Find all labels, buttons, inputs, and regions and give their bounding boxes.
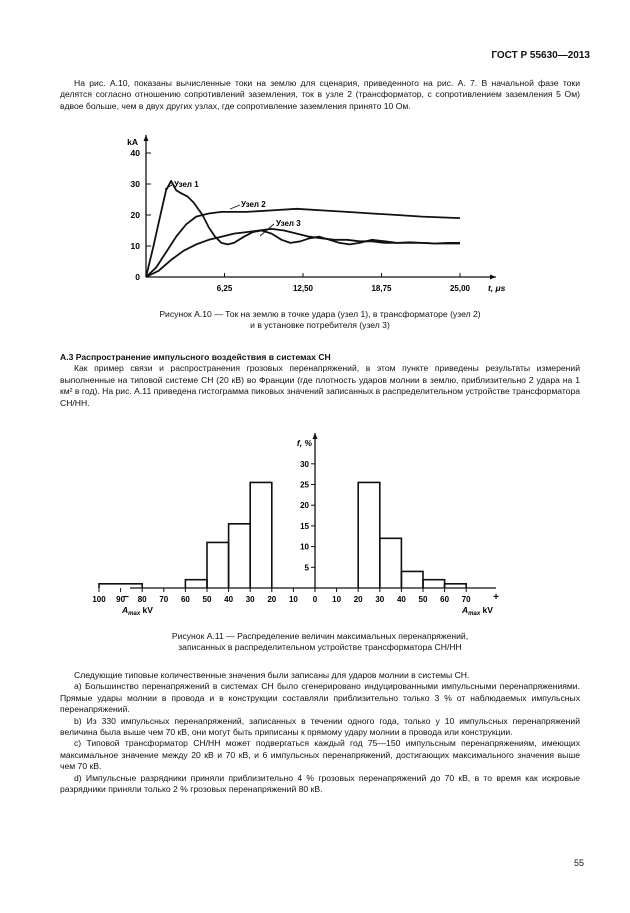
y-tick-label: 10 <box>300 542 309 552</box>
document-id: ГОСТ Р 55630—2013 <box>491 50 590 61</box>
x-axis-left-unit: kV <box>140 605 153 615</box>
x-tick-label: 12,50 <box>292 284 314 293</box>
x-axis-unit: t, μs <box>488 283 506 293</box>
closing-item-c: c) Типовой трансформатор СН/НН может подвергаться каждый год 75—150 импульсным перенапряжениям, имеющих максимальное значение между 20 кВ и 70 кВ, и 6 импульсных перенапряжений, достигающих максимального значения выше чем 70 кВ. <box>60 738 580 772</box>
x-tick-label: 18,75 <box>371 284 392 293</box>
figure-a10-chart <box>110 125 520 305</box>
plus-sign: + <box>493 592 499 603</box>
section-a3 <box>60 352 580 409</box>
x-tick-label: 20 <box>267 595 277 604</box>
x-tick-label: 30 <box>375 595 385 604</box>
y-tick-label: 15 <box>300 521 309 531</box>
positive-bar-1 <box>358 482 380 588</box>
series-line-3 <box>146 229 460 277</box>
x-tick-label: 6,25 <box>216 284 233 293</box>
x-tick-label: 100 <box>92 595 106 604</box>
y-tick-label: 0 <box>135 272 140 282</box>
x-tick-label: 30 <box>245 595 255 604</box>
x-tick-label: 0 <box>312 595 318 604</box>
intro-paragraph <box>60 78 580 112</box>
y-tick-label: 20 <box>130 210 140 220</box>
y-tick-label: 30 <box>130 179 140 189</box>
figure-a11-caption-line2: записанных в распределительном устройстве трансформатора СН/НН <box>178 642 462 652</box>
y-tick-label: 25 <box>300 480 309 490</box>
x-tick-label: 10 <box>332 595 342 604</box>
x-tick-label: 50 <box>202 595 212 604</box>
x-axis-left-sub: max <box>128 611 141 617</box>
closing-section <box>60 670 580 795</box>
positive-bar-4 <box>423 580 445 588</box>
series-line-1 <box>146 181 460 277</box>
x-axis-right-label <box>461 605 493 617</box>
x-axis-right-sub: max <box>468 611 481 617</box>
x-axis-left-main: A <box>122 605 129 615</box>
y-tick-label: 30 <box>300 459 309 469</box>
figure-a10-caption-line2: и в установке потребителя (узел 3) <box>250 320 390 330</box>
x-tick-label: 70 <box>159 595 169 604</box>
x-tick-label: 40 <box>224 595 234 604</box>
closing-item-a: а) Большинство перенапряжений в системах СН было сгенерировано индуцированными импульсными перенапряжениями. Прямые удары молнии в провода и в конструкции составляли приблизительно только 3 % от наблюдаемых импульсных перенапряжений. <box>60 681 580 715</box>
x-tick-label: 60 <box>440 595 450 604</box>
y-tick-label: 10 <box>130 241 140 251</box>
figure-a11-caption <box>100 631 540 653</box>
closing-item-b: b) Из 330 импульсных перенапряжений, записанных в течении одного года, только у 10 импульсных перенапряжений величина была выше чем 70 кВ, они могут быть приписаны к прямому удару молнии в провода или конструкции. <box>60 715 580 738</box>
closing-item-d: d) Импульсные разрядники приняли приблизительно 4 % грозовых перенапряжений до 70 кВ, в то время как искровые разрядники приняли только 2 % грозовых перенапряжений 80 кВ. <box>60 772 580 795</box>
page-number: 55 <box>573 858 584 868</box>
series-label-1: Узел 1 <box>174 180 199 189</box>
x-tick-label: 10 <box>288 595 298 604</box>
minus-sign: − <box>123 592 129 603</box>
x-tick-label: 50 <box>418 595 428 604</box>
y-axis-label: f, % <box>296 438 312 448</box>
x-axis-arrow <box>490 275 496 280</box>
x-tick-label: 70 <box>461 595 471 604</box>
negative-bar-7 <box>250 482 272 588</box>
x-tick-label: 80 <box>137 595 147 604</box>
closing-lead: Следующие типовые количественные значения были записаны для ударов молнии в системы СН. <box>74 670 470 680</box>
figure-a10-caption <box>100 309 540 331</box>
x-axis-left-label <box>121 605 153 617</box>
positive-bar-2 <box>380 538 402 588</box>
y-tick-label: 40 <box>130 148 140 158</box>
y-axis-unit: kA <box>127 137 138 147</box>
section-a3-heading: А.3 Распространение импульсного воздействия в системах СН <box>60 352 331 362</box>
x-tick-label: 40 <box>396 595 406 604</box>
negative-bar-6 <box>229 524 251 588</box>
series-label-3: Узел 3 <box>276 219 301 228</box>
series-pointer-2 <box>230 205 240 209</box>
x-tick-label: 60 <box>180 595 190 604</box>
x-tick-label: 25,00 <box>449 284 471 293</box>
x-axis-right-unit: kV <box>480 605 493 615</box>
figure-a11-chart <box>92 418 520 618</box>
y-tick-label: 5 <box>304 563 309 573</box>
x-tick-label: 20 <box>353 595 363 604</box>
y-tick-label: 20 <box>300 501 309 511</box>
y-axis-arrow <box>313 433 318 439</box>
x-tick-label: 90 <box>116 595 126 604</box>
x-axis-right-main: A <box>462 605 469 615</box>
series-label-2: Узел 2 <box>241 200 266 209</box>
intro-text: На рис. А.10, показаны вычисленные токи на землю для сценария, приведенного на рис. А. 7. В начальной фазе токи делятся согласно отношению сопротивлений заземления, ток в узле 2 (трансформатор, с сопротивлением заземления 5 Ом) вдвое больше, чем в двух других узлах, где сопротивление заземления принято 10 Ом. <box>60 78 580 111</box>
section-a3-paragraph: Как пример связи и распространения грозовых перенапряжений, в этом пункте приведены результаты измерений выполненные на типовой системе СН (20 кВ) во Франции (где плотность ударов молнии в землю, приблизительно 2 удара на 1 км² в год). На рис. А.11 приведена гистограмма пиковых значений записанных в распределительном устройстве трансформатора СН/НН. <box>60 363 580 408</box>
negative-bar-4 <box>185 580 207 588</box>
positive-bar-3 <box>401 571 423 588</box>
figure-a11-caption-line1: Рисунок А.11 — Распределение величин максимальных перенапряжений, <box>171 631 469 641</box>
negative-bar-5 <box>207 542 229 588</box>
figure-a10-caption-line1: Рисунок А.10 — Ток на землю в точке удара (узел 1), в трансформаторе (узел 2) <box>159 309 481 319</box>
y-axis-arrow <box>144 135 149 141</box>
